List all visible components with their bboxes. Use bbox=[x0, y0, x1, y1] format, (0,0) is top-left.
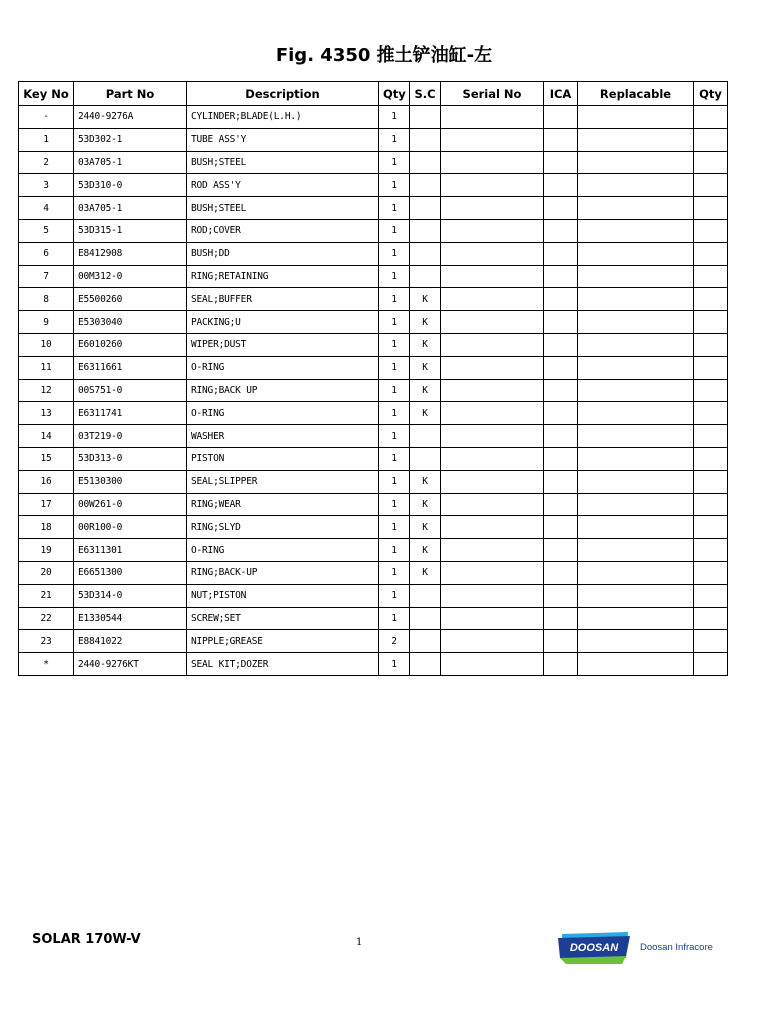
serial-no-cell bbox=[441, 653, 544, 676]
description-cell: NIPPLE;GREASE bbox=[187, 630, 379, 653]
key-no-cell: 1 bbox=[19, 128, 74, 151]
table-row bbox=[19, 242, 728, 265]
replacable-cell bbox=[578, 402, 694, 425]
sc-cell: K bbox=[410, 288, 441, 311]
ica-cell bbox=[544, 265, 578, 288]
table-row bbox=[19, 516, 728, 539]
table-row bbox=[19, 470, 728, 493]
key-no-cell: 23 bbox=[19, 630, 74, 653]
qty-cell: 1 bbox=[379, 584, 410, 607]
ica-cell bbox=[544, 584, 578, 607]
sc-cell bbox=[410, 151, 441, 174]
part-no-cell: 53D310-0 bbox=[74, 174, 187, 197]
replacable-cell bbox=[578, 128, 694, 151]
col-header-ica: ICA bbox=[544, 82, 578, 106]
description-cell: CYLINDER;BLADE(L.H.) bbox=[187, 106, 379, 129]
ica-cell bbox=[544, 447, 578, 470]
description-cell: NUT;PISTON bbox=[187, 584, 379, 607]
col-header-replacable: Replacable bbox=[578, 82, 694, 106]
ica-cell bbox=[544, 561, 578, 584]
qty-cell: 1 bbox=[379, 219, 410, 242]
part-no-cell: 2440-9276A bbox=[74, 106, 187, 129]
qty-cell: 1 bbox=[379, 333, 410, 356]
table-row bbox=[19, 493, 728, 516]
sc-cell bbox=[410, 242, 441, 265]
table-row bbox=[19, 539, 728, 562]
replacable-cell bbox=[578, 219, 694, 242]
description-cell: PISTON bbox=[187, 447, 379, 470]
replacable-cell bbox=[578, 265, 694, 288]
replacable-cell bbox=[578, 151, 694, 174]
table-row bbox=[19, 219, 728, 242]
serial-no-cell bbox=[441, 288, 544, 311]
replacable-cell bbox=[578, 516, 694, 539]
description-cell: BUSH;STEEL bbox=[187, 151, 379, 174]
part-no-cell: E6311741 bbox=[74, 402, 187, 425]
serial-no-cell bbox=[441, 356, 544, 379]
part-no-cell: E6311661 bbox=[74, 356, 187, 379]
qty-2-cell bbox=[694, 128, 728, 151]
qty-cell: 1 bbox=[379, 470, 410, 493]
table-row bbox=[19, 653, 728, 676]
key-no-cell: 16 bbox=[19, 470, 74, 493]
sc-cell bbox=[410, 607, 441, 630]
part-no-cell: 03A705-1 bbox=[74, 197, 187, 220]
qty-cell: 1 bbox=[379, 379, 410, 402]
qty-2-cell bbox=[694, 607, 728, 630]
col-header-sc: S.C bbox=[410, 82, 441, 106]
sc-cell: K bbox=[410, 333, 441, 356]
ica-cell bbox=[544, 151, 578, 174]
sc-cell: K bbox=[410, 561, 441, 584]
replacable-cell bbox=[578, 425, 694, 448]
description-cell: SEAL KIT;DOZER bbox=[187, 653, 379, 676]
part-no-cell: 53D314-0 bbox=[74, 584, 187, 607]
ica-cell bbox=[544, 539, 578, 562]
serial-no-cell bbox=[441, 151, 544, 174]
qty-cell: 1 bbox=[379, 493, 410, 516]
replacable-cell bbox=[578, 333, 694, 356]
key-no-cell: 2 bbox=[19, 151, 74, 174]
description-cell: WASHER bbox=[187, 425, 379, 448]
ica-cell bbox=[544, 311, 578, 334]
sc-cell: K bbox=[410, 379, 441, 402]
description-cell: TUBE ASS'Y bbox=[187, 128, 379, 151]
col-header-serial-no: Serial No bbox=[441, 82, 544, 106]
qty-cell: 1 bbox=[379, 128, 410, 151]
key-no-cell: 15 bbox=[19, 447, 74, 470]
part-no-cell: 00W261-0 bbox=[74, 493, 187, 516]
key-no-cell: 18 bbox=[19, 516, 74, 539]
qty-cell: 1 bbox=[379, 174, 410, 197]
table-row bbox=[19, 265, 728, 288]
col-header-key-no: Key No bbox=[19, 82, 74, 106]
footer-model: SOLAR 170W-V bbox=[32, 932, 141, 947]
replacable-cell bbox=[578, 653, 694, 676]
sc-cell bbox=[410, 265, 441, 288]
sc-cell bbox=[410, 653, 441, 676]
qty-2-cell bbox=[694, 425, 728, 448]
table-row bbox=[19, 333, 728, 356]
description-cell: O-RING bbox=[187, 539, 379, 562]
qty-2-cell bbox=[694, 333, 728, 356]
serial-no-cell bbox=[441, 607, 544, 630]
ica-cell bbox=[544, 288, 578, 311]
serial-no-cell bbox=[441, 630, 544, 653]
part-no-cell: 00S751-0 bbox=[74, 379, 187, 402]
parts-table bbox=[18, 81, 728, 676]
replacable-cell bbox=[578, 630, 694, 653]
qty-2-cell bbox=[694, 242, 728, 265]
sc-cell bbox=[410, 425, 441, 448]
key-no-cell: 7 bbox=[19, 265, 74, 288]
sc-cell bbox=[410, 584, 441, 607]
part-no-cell: 00R100-0 bbox=[74, 516, 187, 539]
qty-2-cell bbox=[694, 219, 728, 242]
table-row bbox=[19, 425, 728, 448]
description-cell: RING;RETAINING bbox=[187, 265, 379, 288]
part-no-cell: E8412908 bbox=[74, 242, 187, 265]
qty-2-cell bbox=[694, 265, 728, 288]
replacable-cell bbox=[578, 174, 694, 197]
table-row bbox=[19, 379, 728, 402]
serial-no-cell bbox=[441, 379, 544, 402]
description-cell: BUSH;STEEL bbox=[187, 197, 379, 220]
serial-no-cell bbox=[441, 561, 544, 584]
ica-cell bbox=[544, 425, 578, 448]
sc-cell bbox=[410, 197, 441, 220]
qty-2-cell bbox=[694, 197, 728, 220]
qty-2-cell bbox=[694, 493, 728, 516]
part-no-cell: 00M312-0 bbox=[74, 265, 187, 288]
table-row bbox=[19, 288, 728, 311]
replacable-cell bbox=[578, 379, 694, 402]
description-cell: RING;SLYD bbox=[187, 516, 379, 539]
ica-cell bbox=[544, 653, 578, 676]
ica-cell bbox=[544, 219, 578, 242]
part-no-cell: E5130300 bbox=[74, 470, 187, 493]
qty-2-cell bbox=[694, 174, 728, 197]
serial-no-cell bbox=[441, 493, 544, 516]
serial-no-cell bbox=[441, 333, 544, 356]
qty-2-cell bbox=[694, 356, 728, 379]
qty-cell: 1 bbox=[379, 151, 410, 174]
table-row bbox=[19, 607, 728, 630]
ica-cell bbox=[544, 379, 578, 402]
part-no-cell: 2440-9276KT bbox=[74, 653, 187, 676]
qty-cell: 1 bbox=[379, 425, 410, 448]
qty-2-cell bbox=[694, 288, 728, 311]
replacable-cell bbox=[578, 356, 694, 379]
table-row bbox=[19, 128, 728, 151]
parts-table-body bbox=[19, 106, 728, 676]
sc-cell bbox=[410, 630, 441, 653]
table-row bbox=[19, 630, 728, 653]
ica-cell bbox=[544, 333, 578, 356]
ica-cell bbox=[544, 174, 578, 197]
replacable-cell bbox=[578, 493, 694, 516]
serial-no-cell bbox=[441, 584, 544, 607]
table-row bbox=[19, 151, 728, 174]
key-no-cell: 14 bbox=[19, 425, 74, 448]
description-cell: O-RING bbox=[187, 356, 379, 379]
serial-no-cell bbox=[441, 219, 544, 242]
replacable-cell bbox=[578, 197, 694, 220]
description-cell: RING;BACK UP bbox=[187, 379, 379, 402]
description-cell: ROD;COVER bbox=[187, 219, 379, 242]
replacable-cell bbox=[578, 288, 694, 311]
key-no-cell: 17 bbox=[19, 493, 74, 516]
key-no-cell: 12 bbox=[19, 379, 74, 402]
serial-no-cell bbox=[441, 470, 544, 493]
ica-cell bbox=[544, 197, 578, 220]
qty-2-cell bbox=[694, 106, 728, 129]
sc-cell bbox=[410, 106, 441, 129]
serial-no-cell bbox=[441, 265, 544, 288]
qty-cell: 1 bbox=[379, 106, 410, 129]
replacable-cell bbox=[578, 584, 694, 607]
table-row bbox=[19, 561, 728, 584]
key-no-cell: 21 bbox=[19, 584, 74, 607]
qty-cell: 2 bbox=[379, 630, 410, 653]
part-no-cell: 53D313-0 bbox=[74, 447, 187, 470]
qty-cell: 1 bbox=[379, 561, 410, 584]
serial-no-cell bbox=[441, 174, 544, 197]
page-number: 1 bbox=[356, 937, 363, 948]
sc-cell: K bbox=[410, 311, 441, 334]
description-cell: O-RING bbox=[187, 402, 379, 425]
key-no-cell: 19 bbox=[19, 539, 74, 562]
description-cell: SCREW;SET bbox=[187, 607, 379, 630]
page-title: Fig. 4350 推土铲油缸-左 bbox=[275, 45, 493, 66]
description-cell: RING;BACK-UP bbox=[187, 561, 379, 584]
key-no-cell: 22 bbox=[19, 607, 74, 630]
qty-cell: 1 bbox=[379, 539, 410, 562]
key-no-cell: * bbox=[19, 653, 74, 676]
key-no-cell: 11 bbox=[19, 356, 74, 379]
ica-cell bbox=[544, 607, 578, 630]
col-header-qty-2: Qty bbox=[694, 82, 728, 106]
table-header-row bbox=[19, 82, 728, 106]
part-no-cell: E5500260 bbox=[74, 288, 187, 311]
description-cell: BUSH;DD bbox=[187, 242, 379, 265]
description-cell: PACKING;U bbox=[187, 311, 379, 334]
sc-cell: K bbox=[410, 470, 441, 493]
sc-cell: K bbox=[410, 539, 441, 562]
serial-no-cell bbox=[441, 402, 544, 425]
key-no-cell: 10 bbox=[19, 333, 74, 356]
qty-2-cell bbox=[694, 653, 728, 676]
doosan-logo-icon bbox=[556, 928, 636, 968]
qty-cell: 1 bbox=[379, 311, 410, 334]
replacable-cell bbox=[578, 561, 694, 584]
sc-cell bbox=[410, 128, 441, 151]
key-no-cell: - bbox=[19, 106, 74, 129]
ica-cell bbox=[544, 630, 578, 653]
ica-cell bbox=[544, 402, 578, 425]
replacable-cell bbox=[578, 470, 694, 493]
qty-cell: 1 bbox=[379, 197, 410, 220]
part-no-cell: E1330544 bbox=[74, 607, 187, 630]
table-row bbox=[19, 402, 728, 425]
key-no-cell: 5 bbox=[19, 219, 74, 242]
serial-no-cell bbox=[441, 311, 544, 334]
col-header-part-no: Part No bbox=[74, 82, 187, 106]
table-row bbox=[19, 584, 728, 607]
sc-cell bbox=[410, 219, 441, 242]
ica-cell bbox=[544, 493, 578, 516]
qty-cell: 1 bbox=[379, 607, 410, 630]
qty-2-cell bbox=[694, 630, 728, 653]
qty-2-cell bbox=[694, 447, 728, 470]
qty-cell: 1 bbox=[379, 653, 410, 676]
qty-2-cell bbox=[694, 402, 728, 425]
ica-cell bbox=[544, 470, 578, 493]
serial-no-cell bbox=[441, 106, 544, 129]
qty-2-cell bbox=[694, 516, 728, 539]
qty-2-cell bbox=[694, 539, 728, 562]
key-no-cell: 13 bbox=[19, 402, 74, 425]
table-row bbox=[19, 311, 728, 334]
part-no-cell: E5303040 bbox=[74, 311, 187, 334]
part-no-cell: 03A705-1 bbox=[74, 151, 187, 174]
serial-no-cell bbox=[441, 516, 544, 539]
table-row bbox=[19, 106, 728, 129]
part-no-cell: 03T219-0 bbox=[74, 425, 187, 448]
qty-cell: 1 bbox=[379, 242, 410, 265]
part-no-cell: E6311301 bbox=[74, 539, 187, 562]
key-no-cell: 4 bbox=[19, 197, 74, 220]
qty-2-cell bbox=[694, 311, 728, 334]
key-no-cell: 9 bbox=[19, 311, 74, 334]
replacable-cell bbox=[578, 106, 694, 129]
qty-cell: 1 bbox=[379, 265, 410, 288]
key-no-cell: 20 bbox=[19, 561, 74, 584]
qty-2-cell bbox=[694, 561, 728, 584]
table-row bbox=[19, 356, 728, 379]
key-no-cell: 6 bbox=[19, 242, 74, 265]
description-cell: SEAL;SLIPPER bbox=[187, 470, 379, 493]
qty-cell: 1 bbox=[379, 447, 410, 470]
qty-2-cell bbox=[694, 584, 728, 607]
qty-2-cell bbox=[694, 379, 728, 402]
serial-no-cell bbox=[441, 128, 544, 151]
replacable-cell bbox=[578, 311, 694, 334]
replacable-cell bbox=[578, 242, 694, 265]
description-cell: ROD ASS'Y bbox=[187, 174, 379, 197]
qty-cell: 1 bbox=[379, 356, 410, 379]
qty-cell: 1 bbox=[379, 402, 410, 425]
serial-no-cell bbox=[441, 425, 544, 448]
description-cell: WIPER;DUST bbox=[187, 333, 379, 356]
replacable-cell bbox=[578, 607, 694, 630]
col-header-qty: Qty bbox=[379, 82, 410, 106]
key-no-cell: 8 bbox=[19, 288, 74, 311]
key-no-cell: 3 bbox=[19, 174, 74, 197]
col-header-description: Description bbox=[187, 82, 379, 106]
ica-cell bbox=[544, 242, 578, 265]
logo-wordmark: DOOSAN bbox=[569, 942, 619, 954]
part-no-cell: 53D315-1 bbox=[74, 219, 187, 242]
qty-cell: 1 bbox=[379, 516, 410, 539]
table-row bbox=[19, 447, 728, 470]
replacable-cell bbox=[578, 539, 694, 562]
doosan-logo bbox=[556, 928, 726, 968]
qty-cell: 1 bbox=[379, 288, 410, 311]
sc-cell bbox=[410, 447, 441, 470]
ica-cell bbox=[544, 356, 578, 379]
sc-cell: K bbox=[410, 516, 441, 539]
serial-no-cell bbox=[441, 197, 544, 220]
replacable-cell bbox=[578, 447, 694, 470]
serial-no-cell bbox=[441, 242, 544, 265]
part-no-cell: E6651300 bbox=[74, 561, 187, 584]
table-row bbox=[19, 197, 728, 220]
table-row bbox=[19, 174, 728, 197]
serial-no-cell bbox=[441, 539, 544, 562]
brand-name: Doosan Infracore bbox=[640, 942, 713, 953]
description-cell: RING;WEAR bbox=[187, 493, 379, 516]
sc-cell: K bbox=[410, 402, 441, 425]
qty-2-cell bbox=[694, 470, 728, 493]
part-no-cell: 53D302-1 bbox=[74, 128, 187, 151]
sc-cell bbox=[410, 174, 441, 197]
part-no-cell: E6010260 bbox=[74, 333, 187, 356]
description-cell: SEAL;BUFFER bbox=[187, 288, 379, 311]
qty-2-cell bbox=[694, 151, 728, 174]
sc-cell: K bbox=[410, 356, 441, 379]
serial-no-cell bbox=[441, 447, 544, 470]
sc-cell: K bbox=[410, 493, 441, 516]
ica-cell bbox=[544, 106, 578, 129]
ica-cell bbox=[544, 128, 578, 151]
ica-cell bbox=[544, 516, 578, 539]
part-no-cell: E8841022 bbox=[74, 630, 187, 653]
